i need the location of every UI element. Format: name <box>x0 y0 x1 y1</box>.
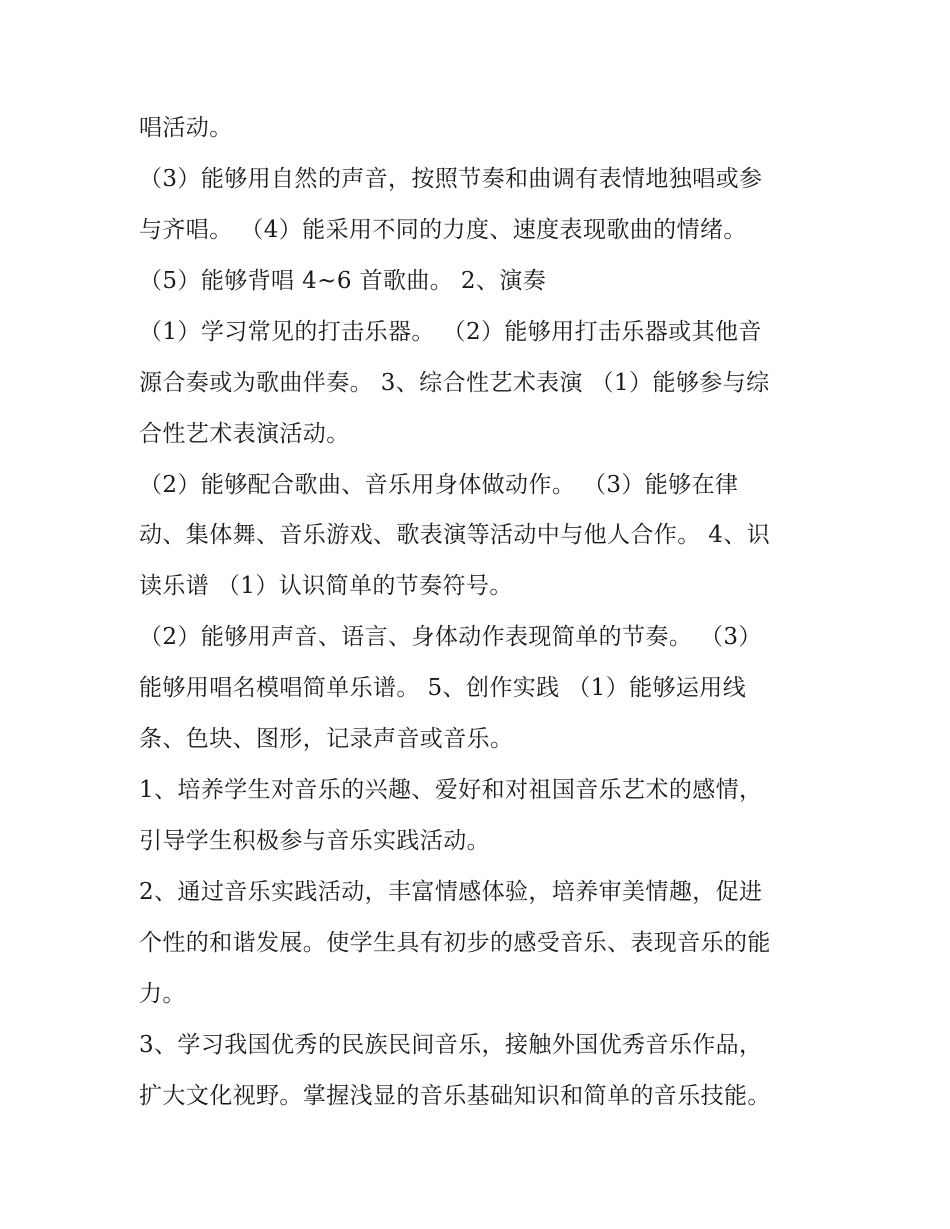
text-line: （3）能够用自然的声音，按照节奏和曲调有表情地独唱或参 <box>139 166 763 192</box>
text-line: 唱活动。 <box>139 115 233 141</box>
text-line: 2、通过音乐实践活动，丰富情感体验，培养审美情趣，促进 <box>139 879 763 905</box>
text-line: 1、培养学生对音乐的兴趣、爱好和对祖国音乐艺术的感情， <box>139 777 763 803</box>
text-line: （2）能够用声音、语言、身体动作表现简单的节奏。 （3） <box>139 624 762 650</box>
text-line: 动、集体舞、音乐游戏、歌表演等活动中与他人合作。 4、识 <box>139 522 771 548</box>
text-line: 个性的和谐发展。使学生具有初步的感受音乐、表现音乐的能 <box>139 930 771 956</box>
text-line: 条、色块、图形，记录声音或音乐。 <box>139 726 514 752</box>
text-line: （1）学习常见的打击乐器。 （2）能够用打击乐器或其他音 <box>139 319 762 345</box>
text-line: 读乐谱 （1）认识简单的节奏符号。 <box>139 573 513 599</box>
text-line: （2）能够配合歌曲、音乐用身体做动作。 （3）能够在律 <box>139 472 739 498</box>
text-line: 扩大文化视野。掌握浅显的音乐基础知识和简单的音乐技能。 <box>139 1083 771 1109</box>
text-line: （5）能够背唱 4~6 首歌曲。 2、演奏 <box>139 268 547 294</box>
text-line: 与齐唱。 （4）能采用不同的力度、速度表现歌曲的情绪。 <box>139 217 747 243</box>
text-line: 3、学习我国优秀的民族民间音乐，接触外国优秀音乐作品， <box>139 1032 763 1058</box>
text-line: 引导学生积极参与音乐实践活动。 <box>139 828 490 854</box>
text-line: 源合奏或为歌曲伴奏。 3、综合性艺术表演 （1）能够参与综 <box>139 370 770 396</box>
text-line: 力。 <box>139 981 186 1007</box>
text-line: 合性艺术表演活动。 <box>139 421 350 447</box>
text-line: 能够用唱名模唱简单乐谱。 5、创作实践 （1）能够运用线 <box>139 675 747 701</box>
